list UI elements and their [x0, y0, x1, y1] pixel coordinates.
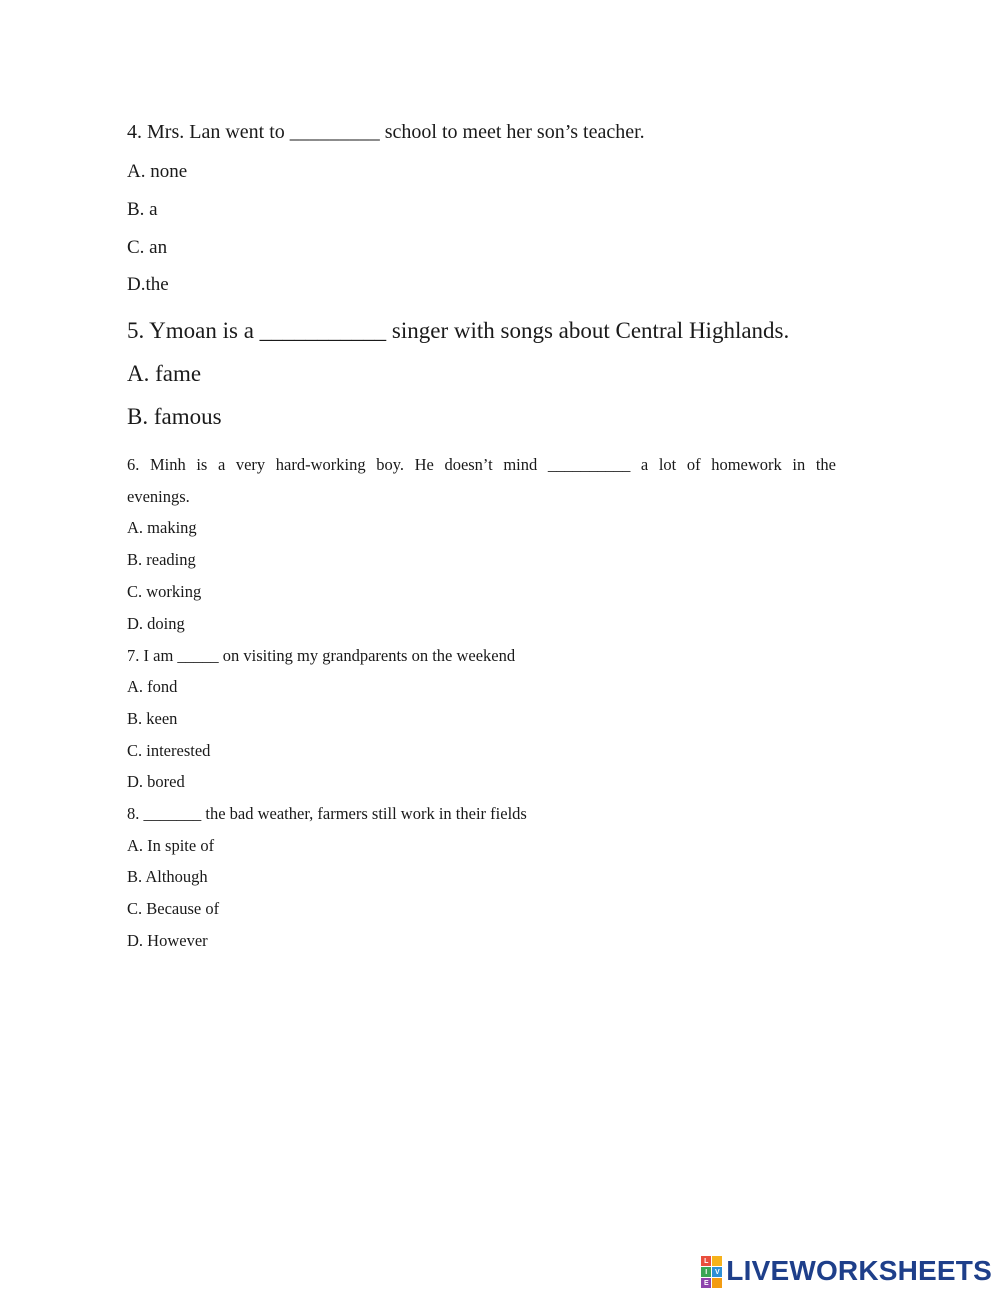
question-6-option-d: D. doing: [127, 614, 185, 633]
question-6-option-a: A. making: [127, 518, 197, 537]
question-8-option-a: A. In spite of: [127, 836, 215, 855]
q6-word: 6.: [127, 455, 140, 474]
question-7-option-d: D. bored: [127, 772, 185, 791]
q6-word: the: [815, 455, 836, 474]
question-7-option-b: B. keen: [127, 709, 178, 728]
question-4-option-c: C. an: [127, 237, 168, 258]
q6-word: He: [414, 455, 434, 474]
q6-word: is: [196, 455, 208, 474]
question-5-option-b: B. famous: [127, 404, 222, 429]
q6-word: Minh: [149, 455, 186, 474]
question-7-option-c: C. interested: [127, 741, 211, 760]
logo-tile: L: [701, 1256, 711, 1266]
question-6-text-line-2: evenings.: [127, 487, 190, 506]
question-8-option-d: D. However: [127, 931, 208, 950]
question-4-text: 4. Mrs. Lan went to _________ school to meet her son’s teacher.: [127, 121, 645, 143]
q6-word: homework: [711, 455, 782, 474]
logo-tile: V: [712, 1267, 722, 1277]
q6-word: hard-working: [275, 455, 366, 474]
question-7-option-a: A. fond: [127, 677, 178, 696]
logo-tile: E: [701, 1278, 711, 1288]
q6-word: a: [217, 455, 226, 474]
question-6-text-line-1: [127, 455, 836, 475]
q6-word: of: [686, 455, 701, 474]
question-6-option-c: C. working: [127, 582, 202, 601]
question-4-option-d: D.the: [127, 274, 169, 295]
question-6-option-b: B. reading: [127, 550, 196, 569]
q6-word: a: [640, 455, 649, 474]
question-8-option-b: B. Although: [127, 867, 208, 886]
question-5-option-a: A. fame: [127, 361, 202, 386]
q6-word: doesn’t: [444, 455, 493, 474]
question-8-text: 8. _______ the bad weather, farmers still work in their fields: [127, 804, 527, 823]
q6-word: in: [792, 455, 806, 474]
logo-tile: [712, 1256, 722, 1266]
question-7-text: 7. I am _____ on visiting my grandparents on the weekend: [127, 646, 516, 665]
q6-word: lot: [658, 455, 677, 474]
logo-tile: I: [701, 1267, 711, 1277]
liveworksheets-logo-icon: [701, 1256, 722, 1288]
question-8-option-c: C. Because of: [127, 899, 220, 918]
question-5-text: 5. Ymoan is a ___________ singer with songs about Central Highlands.: [127, 318, 790, 343]
q6-word: boy.: [376, 455, 404, 474]
q6-word: mind: [503, 455, 538, 474]
liveworksheets-wordmark: LIVEWORKSHEETS: [726, 1255, 992, 1286]
logo-tile: [712, 1278, 722, 1288]
liveworksheets-brand: [701, 1254, 992, 1288]
question-4-option-b: B. a: [127, 199, 158, 220]
q6-word: very: [235, 455, 266, 474]
question-4-option-a: A. none: [127, 161, 188, 182]
q6-blank: __________: [547, 455, 631, 474]
